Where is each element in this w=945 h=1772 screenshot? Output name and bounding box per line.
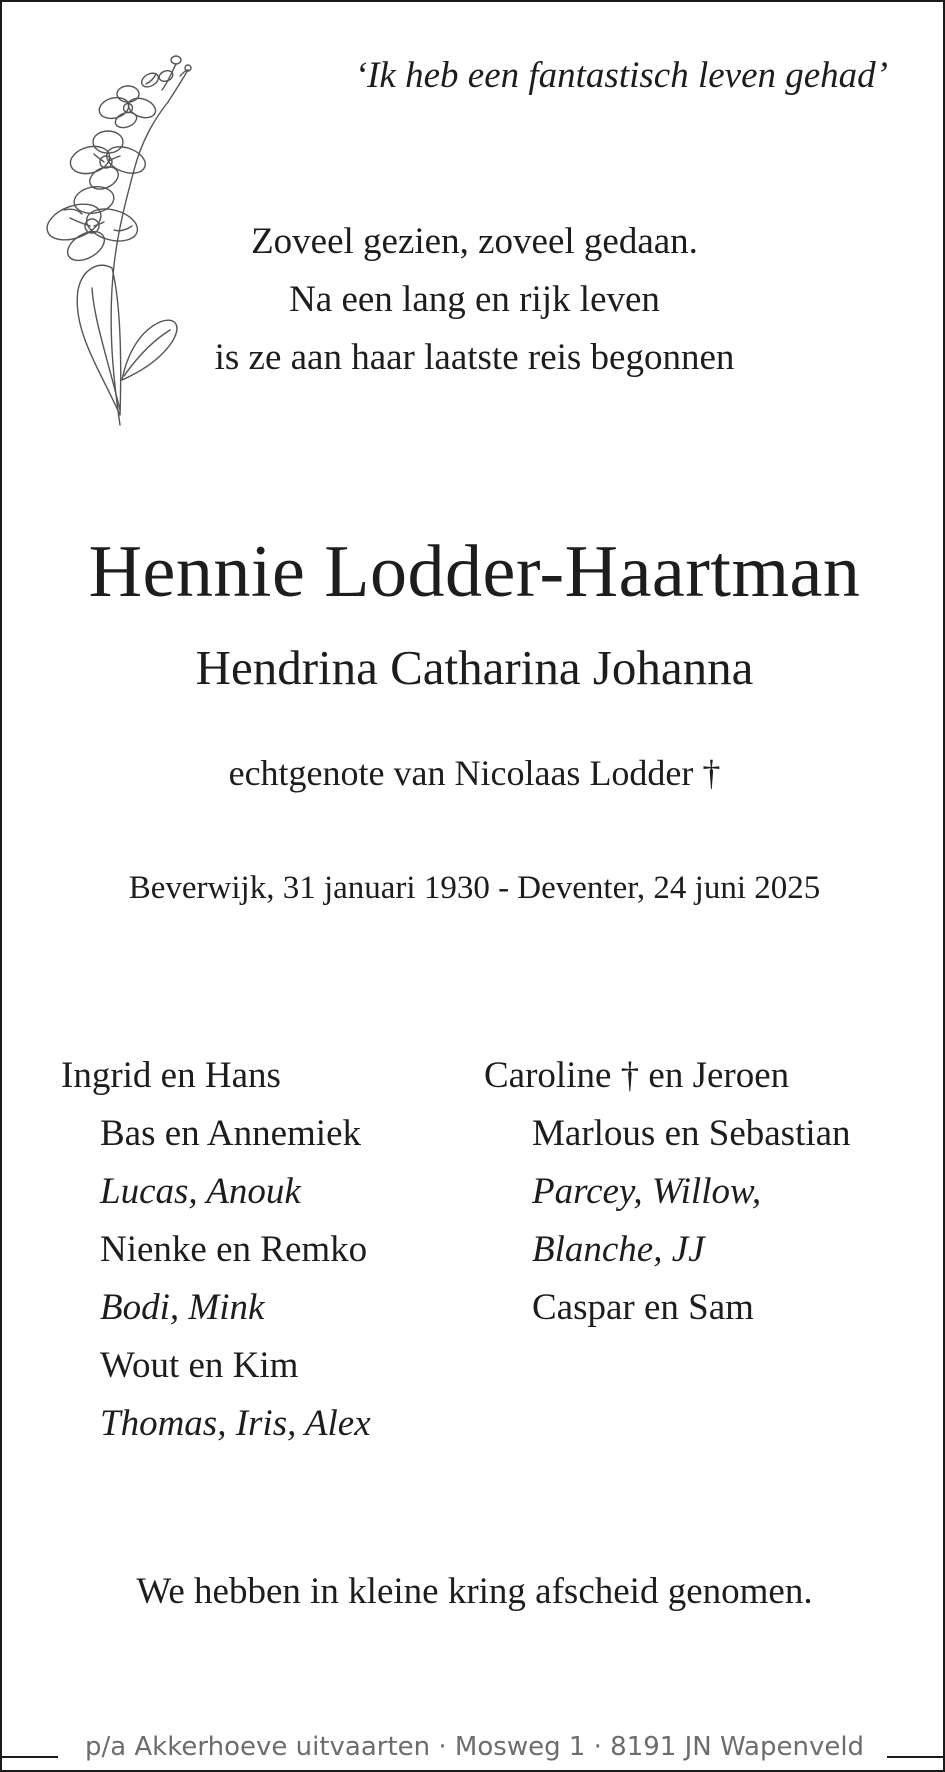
grandchildren-names: Lucas, Anouk — [100, 1171, 301, 1212]
family-member: Marlous en Sebastian — [532, 1113, 851, 1154]
family-member: Caspar en Sam — [532, 1287, 754, 1328]
family-member: Wout en Kim — [100, 1345, 299, 1386]
grandchildren-names: Parcey, Willow, — [532, 1171, 762, 1212]
grandchildren-names: Bodi, Mink — [100, 1287, 265, 1328]
birth-death-dates: Beverwijk, 31 januari 1930 - Deventer, 24 juni 2025 — [128, 870, 821, 906]
deceased-name: Hennie Lodder-Haartman — [88, 531, 861, 613]
poem-line-3: is ze aan haar laatste reis begonnen — [214, 337, 735, 378]
family-member: Caroline † en Jeroen — [484, 1055, 790, 1096]
motto-quote: ‘Ik heb een fantastisch leven gehad’ — [354, 55, 888, 96]
spouse-line: echtgenote van Nicolaas Lodder † — [228, 753, 721, 793]
family-member: Nienke en Remko — [100, 1229, 368, 1270]
family-member: Ingrid en Hans — [61, 1055, 281, 1096]
grandchildren-names: Thomas, Iris, Alex — [100, 1403, 371, 1444]
poem-line-2: Na een lang en rijk leven — [289, 279, 660, 320]
closing-statement: We hebben in kleine kring afscheid genomen. — [136, 1571, 813, 1612]
funeral-home-address: p/a Akkerhoeve uitvaarten · Mosweg 1 · 8191 JN Wapenveld — [84, 1732, 865, 1762]
grandchildren-names: Blanche, JJ — [532, 1229, 705, 1270]
deceased-given-names: Hendrina Catharina Johanna — [195, 640, 754, 695]
family-member: Bas en Annemiek — [100, 1113, 362, 1154]
poem-line-1: Zoveel gezien, zoveel gedaan. — [251, 221, 698, 262]
footer-rule-right — [887, 1756, 943, 1758]
